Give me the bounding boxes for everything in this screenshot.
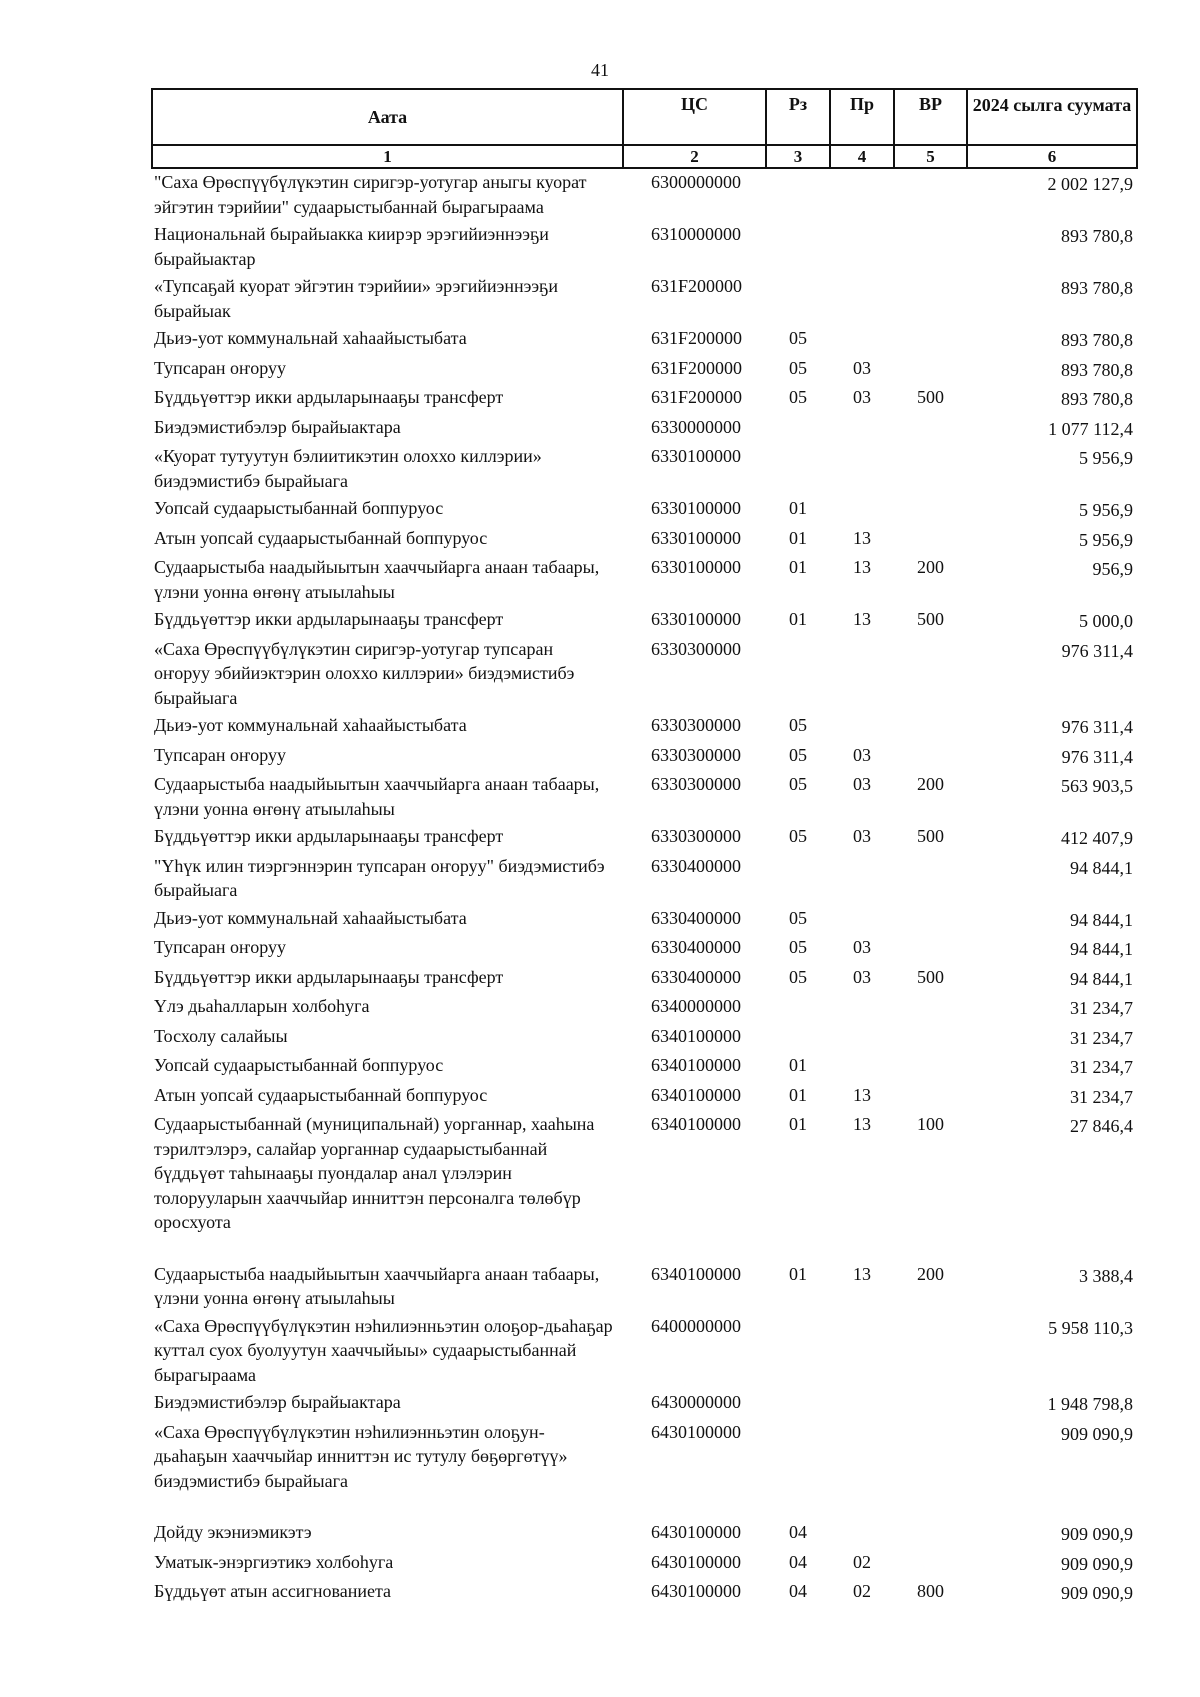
table-row: [152, 554, 1137, 606]
table-header: [152, 89, 1137, 168]
cell-cs: 6310000000: [651, 224, 741, 244]
cell-rz: [766, 168, 830, 221]
cell-rz: 05: [789, 328, 807, 348]
cell-sum: 94 844,1: [1070, 968, 1133, 989]
cell-vr: [894, 414, 967, 444]
cell-vr: 500: [917, 966, 944, 987]
cell-pr: [830, 712, 894, 742]
cell-rz: [766, 1313, 830, 1390]
cell-sum: 27 846,4: [1070, 1116, 1133, 1136]
cell-name: Тупсаран оҥоруу: [154, 357, 287, 378]
column-number: 5: [894, 145, 967, 168]
cell-rz: 04: [789, 1522, 807, 1542]
cell-vr: [894, 495, 967, 525]
cell-name: Национальнай бырайыакка киирэр эрэгийиэннээҕи бырайыактар: [154, 224, 549, 269]
cell-sum: 956,9: [1092, 559, 1133, 579]
cell-name: "Үһүк илин тиэргэннэрин тупсаран оҥоруу" биэдэмистибэ бырайыага: [154, 855, 605, 900]
cell-rz: 05: [789, 715, 807, 735]
cell-vr: 800: [917, 1581, 944, 1601]
cell-vr: [894, 1419, 967, 1520]
table-row: [152, 1023, 1137, 1053]
table-row: [152, 1052, 1137, 1082]
cell-pr: [830, 1313, 894, 1390]
table-row: [152, 993, 1137, 1023]
cell-cs: 6340100000: [651, 1114, 741, 1134]
table-row: [152, 853, 1137, 905]
cell-rz: [766, 636, 830, 713]
cell-name: Судаарыстыба наадыйыытын хааччыйарга анаан табаары, үлэни уонна өҥөнү атыылаһыы: [154, 1263, 600, 1308]
cell-sum: 5 000,0: [1079, 611, 1133, 631]
cell-sum: 893 780,8: [1061, 278, 1133, 298]
budget-table: [151, 88, 1138, 1608]
cell-cs: 6340100000: [651, 1263, 741, 1284]
cell-cs: 6340100000: [651, 1055, 741, 1075]
cell-pr: [830, 273, 894, 325]
cell-rz: 05: [789, 826, 807, 846]
table-row: [152, 525, 1137, 555]
cell-name: Дьиэ-уот коммунальнай хаһаайыстыбата: [154, 328, 467, 348]
table-row: [152, 443, 1137, 495]
cell-name: Бүддьүөттэр икки ардыларынааҕы трансферт: [154, 966, 504, 987]
cell-name: Уопсай судаарыстыбаннай боппуруос: [154, 498, 444, 518]
cell-rz: 01: [789, 1084, 807, 1105]
cell-pr: 13: [853, 1084, 871, 1105]
table-row: [152, 823, 1137, 853]
cell-rz: [766, 1389, 830, 1419]
cell-cs: 6330300000: [651, 715, 741, 735]
cell-sum: 412 407,9: [1061, 828, 1133, 848]
cell-sum: 893 780,8: [1061, 389, 1133, 409]
cell-name: «Саха Өрөспүүбүлүкэтин нэһилиэнньэтин олоҕун-дьаһаҕын хааччыйар инниттэн ис тутулу бөҕөргөтүү» биэдэмистибэ бырайыага: [154, 1421, 568, 1491]
cell-sum: 94 844,1: [1070, 909, 1133, 930]
cell-cs: 6330300000: [651, 638, 741, 659]
cell-name: Бүддьүөттэр икки ардыларынааҕы трансферт: [154, 387, 504, 407]
cell-cs: 631F200000: [651, 328, 743, 348]
cell-sum: 909 090,9: [1061, 1423, 1133, 1444]
cell-vr: [894, 1313, 967, 1390]
cell-sum: 1 948 798,8: [1047, 1394, 1133, 1414]
cell-rz: [766, 1023, 830, 1053]
cell-sum: 5 958 110,3: [1048, 1317, 1133, 1338]
table-row: [152, 771, 1137, 823]
cell-cs: 6330100000: [651, 498, 741, 518]
cell-vr: [894, 1389, 967, 1419]
cell-sum: 909 090,9: [1061, 1524, 1133, 1544]
cell-rz: 05: [789, 937, 807, 957]
cell-pr: [830, 495, 894, 525]
header-pr: Пр: [830, 89, 894, 145]
cell-pr: [830, 1052, 894, 1082]
cell-pr: 03: [853, 744, 871, 765]
table-row: [152, 1111, 1137, 1261]
cell-cs: 631F200000: [651, 387, 743, 407]
cell-rz: 01: [789, 1263, 807, 1284]
table-row: [152, 221, 1137, 273]
header-name: Аата: [152, 89, 623, 145]
cell-pr: 03: [853, 387, 871, 407]
cell-sum: 5 956,9: [1079, 448, 1133, 468]
cell-pr: [830, 636, 894, 713]
cell-vr: [894, 993, 967, 1023]
cell-rz: [766, 1419, 830, 1520]
cell-pr: 03: [853, 826, 871, 846]
column-number: 2: [623, 145, 766, 168]
column-number: 4: [830, 145, 894, 168]
cell-cs: 6330400000: [651, 937, 741, 957]
column-number: 3: [766, 145, 830, 168]
cell-rz: 01: [789, 557, 807, 577]
cell-rz: 04: [789, 1581, 807, 1601]
cell-sum: 31 234,7: [1070, 1086, 1133, 1107]
cell-sum: 893 780,8: [1061, 330, 1133, 350]
cell-vr: 200: [917, 774, 944, 794]
cell-pr: [830, 168, 894, 221]
table-row: [152, 1549, 1137, 1579]
cell-pr: [830, 414, 894, 444]
cell-sum: 976 311,4: [1061, 717, 1133, 737]
cell-cs: 6330100000: [651, 446, 741, 466]
cell-vr: [894, 1052, 967, 1082]
cell-cs: 6430100000: [651, 1522, 741, 1542]
cell-cs: 631F200000: [651, 357, 743, 378]
cell-vr: [894, 168, 967, 221]
cell-name: Бүддьүөттэр икки ардыларынааҕы трансферт: [154, 826, 504, 846]
table-row: [152, 1419, 1137, 1520]
cell-pr: 13: [853, 557, 871, 577]
cell-vr: [894, 443, 967, 495]
cell-rz: 01: [789, 498, 807, 518]
cell-name: «Куорат тутуутун бэлиитикэтин олоххо киллэрии» биэдэмистибэ бырайыага: [154, 446, 542, 491]
cell-name: «Саха Өрөспүүбүлүкэтин нэһилиэнньэтин олоҕор-дьаһаҕар куттал суох буолуутун хааччыйыы» судаарыстыбаннай бырагыраама: [154, 1315, 613, 1385]
cell-cs: 6330100000: [651, 557, 741, 577]
cell-cs: 6330100000: [651, 609, 741, 629]
cell-sum: 31 234,7: [1070, 998, 1133, 1018]
header-vr: ВР: [894, 89, 967, 145]
table-body: [152, 168, 1137, 1608]
table-row: [152, 1313, 1137, 1390]
cell-rz: [766, 273, 830, 325]
page-number: 41: [591, 60, 609, 80]
cell-cs: 6330300000: [651, 826, 741, 846]
table-row: [152, 636, 1137, 713]
cell-cs: 6330400000: [651, 855, 741, 876]
cell-cs: 6330400000: [651, 907, 741, 928]
cell-pr: 02: [853, 1551, 871, 1572]
cell-name: Дойду экэниэмикэтэ: [154, 1522, 312, 1542]
cell-vr: 200: [917, 1263, 944, 1284]
cell-cs: 6330100000: [651, 527, 741, 548]
cell-rz: 05: [789, 744, 807, 765]
cell-name: Тосхолу салайыы: [154, 1025, 288, 1046]
header-sum: 2024 сылга суумата: [967, 89, 1137, 145]
cell-cs: 6340100000: [651, 1025, 741, 1046]
cell-name: Биэдэмистибэлэр бырайыактара: [154, 1392, 401, 1412]
cell-pr: 03: [853, 774, 871, 794]
cell-name: Биэдэмистибэлэр бырайыактара: [154, 416, 401, 437]
cell-cs: 6430100000: [651, 1421, 741, 1442]
cell-name: Тупсаран оҥоруу: [154, 744, 287, 765]
cell-pr: 03: [853, 357, 871, 378]
cell-cs: 6330400000: [651, 966, 741, 987]
cell-vr: [894, 853, 967, 905]
cell-rz: 05: [789, 966, 807, 987]
cell-rz: 01: [789, 609, 807, 629]
cell-cs: 6340100000: [651, 1084, 741, 1105]
cell-cs: 6430100000: [651, 1551, 741, 1572]
cell-rz: 05: [789, 774, 807, 794]
cell-pr: 13: [853, 1263, 871, 1284]
column-number: 1: [152, 145, 623, 168]
cell-rz: [766, 443, 830, 495]
cell-vr: 500: [917, 387, 944, 407]
table-row: [152, 964, 1137, 994]
cell-pr: [830, 1419, 894, 1520]
cell-cs: 6430100000: [651, 1581, 741, 1601]
cell-cs: 6330000000: [651, 416, 741, 437]
cell-vr: 500: [917, 609, 944, 629]
cell-rz: 01: [789, 1055, 807, 1075]
table-row: [152, 1578, 1137, 1608]
cell-name: Дьиэ-уот коммунальнай хаһаайыстыбата: [154, 907, 467, 928]
header-cs: ЦС: [623, 89, 766, 145]
cell-sum: 893 780,8: [1061, 359, 1133, 380]
cell-vr: [894, 325, 967, 355]
cell-rz: 05: [789, 357, 807, 378]
cell-name: Бүддьүөт атын ассигнованиета: [154, 1581, 392, 1601]
cell-sum: 94 844,1: [1070, 939, 1133, 959]
cell-vr: [894, 934, 967, 964]
cell-pr: [830, 1389, 894, 1419]
table-row: [152, 414, 1137, 444]
cell-cs: 6340000000: [651, 996, 741, 1016]
cell-vr: 500: [917, 826, 944, 846]
cell-sum: 563 903,5: [1061, 776, 1133, 796]
cell-pr: 13: [853, 609, 871, 629]
cell-vr: [894, 636, 967, 713]
cell-cs: 6330300000: [651, 774, 741, 794]
cell-pr: [830, 993, 894, 1023]
cell-sum: 893 780,8: [1061, 226, 1133, 246]
cell-vr: [894, 742, 967, 772]
cell-name: Тупсаран оҥоруу: [154, 937, 287, 957]
cell-sum: 3 388,4: [1079, 1265, 1133, 1286]
cell-name: «Саха Өрөспүүбүлүкэтин сиригэр-уотугар тупсаран оҥоруу эбийиэктэрин олоххо киллэрии» биэдэмистибэ бырайыага: [154, 638, 575, 708]
cell-vr: [894, 355, 967, 385]
cell-name: Судаарыстыба наадыйыытын хааччыйарга анаан табаары, үлэни уонна өҥөнү атыылаһыы: [154, 774, 600, 819]
cell-name: Уопсай судаарыстыбаннай боппуруос: [154, 1055, 444, 1075]
cell-rz: [766, 221, 830, 273]
cell-vr: [894, 273, 967, 325]
cell-pr: [830, 443, 894, 495]
table-row: [152, 606, 1137, 636]
cell-pr: [830, 1023, 894, 1053]
cell-pr: [830, 1519, 894, 1549]
cell-sum: 2 002 127,9: [1047, 174, 1133, 194]
cell-vr: [894, 525, 967, 555]
cell-rz: [766, 853, 830, 905]
cell-name: Судаарыстыба наадыйыытын хааччыйарга анаан табаары, үлэни уонна өҥөнү атыылаһыы: [154, 557, 600, 602]
cell-rz: 01: [789, 527, 807, 548]
table-row: [152, 168, 1137, 221]
table-row: [152, 384, 1137, 414]
cell-sum: 31 234,7: [1070, 1057, 1133, 1077]
table-row: [152, 1389, 1137, 1419]
cell-sum: 5 956,9: [1079, 529, 1133, 550]
cell-rz: 05: [789, 387, 807, 407]
cell-name: Дьиэ-уот коммунальнай хаһаайыстыбата: [154, 715, 467, 735]
cell-cs: 6430000000: [651, 1392, 741, 1412]
cell-pr: [830, 905, 894, 935]
cell-name: Судаарыстыбаннай (муниципальнай) уорганнар, хааһына тэрилтэлэрэ, салайар уорганнар судаарыстыбаннай бүддьүөт таһынааҕы пуондалар анал үлэлэрин толорууларын хааччыйар инниттэн персоналга төлөбүр оросхуота: [154, 1114, 595, 1232]
table-row: [152, 325, 1137, 355]
cell-rz: 01: [789, 1114, 807, 1134]
header-rz: Рз: [766, 89, 830, 145]
cell-name: Бүддьүөттэр икки ардыларынааҕы трансферт: [154, 609, 504, 629]
cell-name: «Тупсаҕай куорат эйгэтин тэрийии» эрэгийиэннээҕи бырайыак: [154, 276, 558, 321]
cell-name: Атын уопсай судаарыстыбаннай боппуруос: [154, 1084, 488, 1105]
cell-rz: 05: [789, 907, 807, 928]
cell-cs: 6400000000: [651, 1315, 741, 1336]
cell-name: Үлэ дьаһалларын холбоһуга: [154, 996, 370, 1016]
cell-vr: [894, 221, 967, 273]
cell-vr: [894, 712, 967, 742]
cell-vr: [894, 1519, 967, 1549]
table-row: [152, 1519, 1137, 1549]
table-row: [152, 273, 1137, 325]
cell-pr: 02: [853, 1581, 871, 1601]
cell-sum: 909 090,9: [1061, 1583, 1133, 1603]
cell-cs: 631F200000: [651, 276, 743, 296]
cell-pr: 13: [853, 1114, 871, 1134]
table-row: [152, 712, 1137, 742]
cell-vr: [894, 1023, 967, 1053]
cell-sum: 1 077 112,4: [1048, 418, 1133, 439]
cell-rz: [766, 993, 830, 1023]
cell-rz: [766, 414, 830, 444]
cell-sum: 94 844,1: [1070, 857, 1133, 878]
cell-name: Атын уопсай судаарыстыбаннай боппуруос: [154, 527, 488, 548]
cell-vr: 200: [917, 557, 944, 577]
cell-pr: 13: [853, 527, 871, 548]
cell-pr: 03: [853, 966, 871, 987]
table-row: [152, 742, 1137, 772]
cell-sum: 909 090,9: [1061, 1553, 1133, 1574]
cell-sum: 976 311,4: [1061, 746, 1133, 767]
table-row: [152, 355, 1137, 385]
cell-name: "Саха Өрөспүүбүлүкэтин сиригэр-уотугар аныгы куорат эйгэтин тэрийии" судаарыстыбаннай бырагыраама: [154, 172, 587, 217]
cell-rz: 04: [789, 1551, 807, 1572]
column-number: 6: [967, 145, 1137, 168]
cell-pr: [830, 221, 894, 273]
table-row: [152, 1082, 1137, 1112]
cell-pr: 03: [853, 937, 871, 957]
cell-name: Уматык-энэргиэтикэ холбоһуга: [154, 1551, 394, 1572]
cell-cs: 6330300000: [651, 744, 741, 765]
cell-sum: 31 234,7: [1070, 1027, 1133, 1048]
cell-sum: 5 956,9: [1079, 500, 1133, 520]
cell-pr: [830, 325, 894, 355]
table-row: [152, 495, 1137, 525]
cell-pr: [830, 853, 894, 905]
cell-cs: 6300000000: [651, 172, 741, 192]
table-row: [152, 1261, 1137, 1313]
cell-vr: [894, 1549, 967, 1579]
cell-vr: [894, 905, 967, 935]
cell-sum: 976 311,4: [1061, 640, 1133, 661]
table-row: [152, 905, 1137, 935]
table-row: [152, 934, 1137, 964]
cell-vr: [894, 1082, 967, 1112]
cell-vr: 100: [917, 1114, 944, 1134]
